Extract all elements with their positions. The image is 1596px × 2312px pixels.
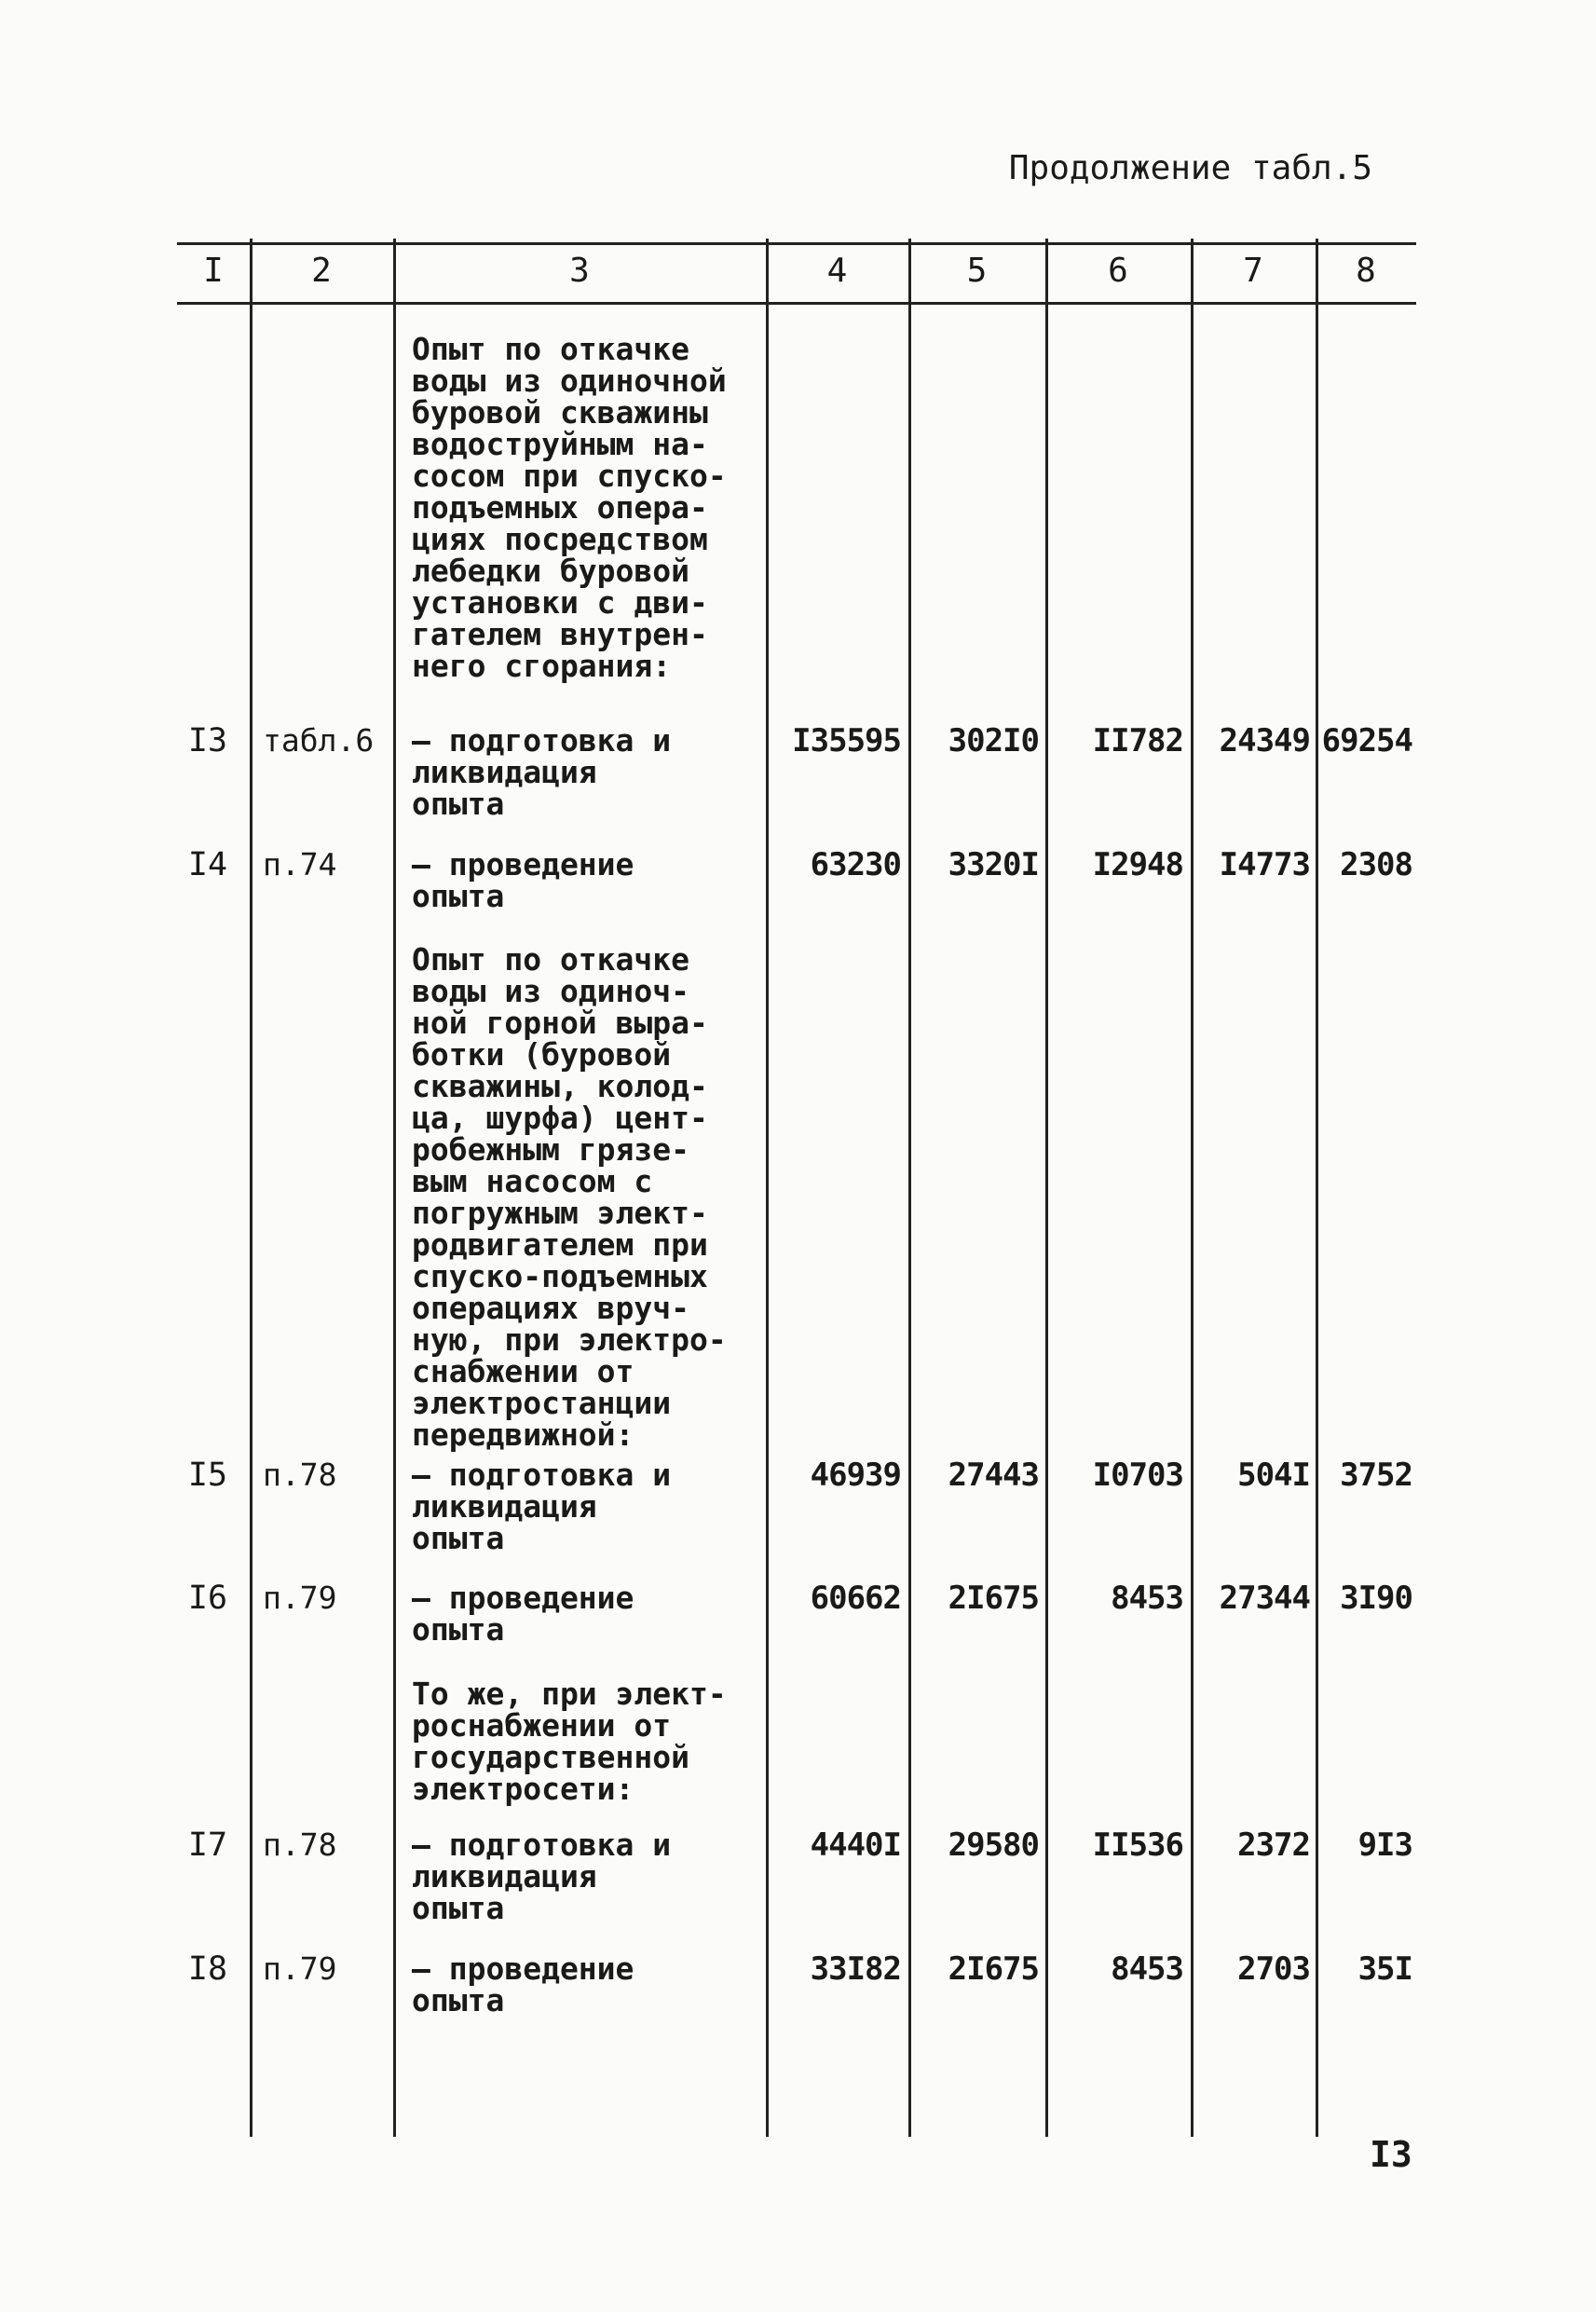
page-number: I3 [1370,2134,1412,2175]
cell-col5: 302I0 [948,722,1039,759]
row-description: – проведение опыта [412,1950,634,2018]
cell-col4: 60662 [810,1580,901,1617]
row-number: I4 [187,846,228,883]
cell-col6: I2948 [1092,846,1183,883]
cell-col5: 3320I [948,846,1039,883]
col-header-8: 8 [1356,252,1376,290]
group-heading: То же, при элект- роснабжении от государственной электросети: [412,1676,727,1807]
row-description: – подготовка и ликвидация опыта [412,1826,672,1926]
col-header-1: I [203,252,224,290]
row-number: I6 [187,1580,228,1617]
cell-col6: 8453 [1111,1950,1183,1988]
row-description: – проведение опыта [412,846,634,914]
row-reference: п.78 [263,1457,337,1493]
cell-col7: 24349 [1219,722,1310,759]
row-number: I3 [187,722,228,759]
row-reference: п.79 [263,1950,337,1987]
cell-col8: 9I3 [1357,1826,1412,1864]
cell-col8: 69254 [1321,722,1412,759]
col-header-2: 2 [311,252,332,290]
cell-col4: 46939 [810,1457,901,1494]
col-header-5: 5 [966,252,988,290]
cell-col4: 33I82 [810,1950,901,1988]
continuation-title: Продолжение табл.5 [1008,149,1372,187]
cell-col7: I4773 [1219,846,1310,883]
cell-col4: I35595 [792,722,901,759]
cell-col8: 2308 [1340,846,1412,883]
row-description: – подготовка и ликвидация опыта [412,722,672,822]
row-reference: п.74 [263,846,337,882]
cell-col5: 29580 [948,1826,1039,1864]
col-header-6: 6 [1108,252,1128,290]
data-table [177,231,1416,2137]
cell-col7: 27344 [1219,1580,1310,1617]
row-reference: п.78 [263,1826,337,1863]
col-header-4: 4 [826,252,848,290]
cell-col7: 2372 [1237,1826,1310,1864]
cell-col8: 3752 [1340,1457,1412,1494]
cell-col7: 504I [1237,1457,1310,1494]
row-reference: табл.6 [263,722,375,759]
cell-col4: 4440I [810,1826,901,1864]
row-number: I8 [187,1950,228,1988]
cell-col8: 3I90 [1340,1580,1412,1617]
col-header-3: 3 [569,252,590,290]
cell-col6: 8453 [1111,1580,1183,1617]
table-top-rule [177,242,1416,245]
cell-col6: II782 [1092,722,1183,759]
group-heading: Опыт по откачке воды из одиноч- ной горной выра- ботки (буровой скважины, колод- ца, шурфа) цент- робежным грязе- вым насосом с погружным элект- родвигателем при спуско-подъемных операциях вруч- ную, при электро- снабжении от электростанции передвижной: [412,941,727,1453]
row-number: I7 [187,1826,228,1864]
col-divider-1 [250,239,252,2137]
row-number: I5 [187,1457,228,1494]
row-description: – подготовка и ликвидация опыта [412,1457,672,1556]
col-header-7: 7 [1243,252,1263,290]
row-reference: п.79 [263,1580,337,1616]
row-description: – проведение опыта [412,1580,634,1648]
cell-col5: 2I675 [948,1950,1039,1988]
cell-col5: 27443 [948,1457,1039,1494]
table-header-rule [177,302,1416,305]
col-divider-2 [393,239,396,2137]
cell-col4: 63230 [810,846,901,883]
group-heading: Опыт по откачке воды из одиночной буровой скважины водоструйным на- сосом при спуско- подъемных опера- циях посредством лебедки буровой установки с дви- гателем внутрен- него сгорания: [412,331,727,684]
cell-col6: I0703 [1092,1457,1183,1494]
cell-col6: II536 [1092,1826,1183,1864]
cell-col7: 2703 [1237,1950,1310,1988]
cell-col5: 2I675 [948,1580,1039,1617]
cell-col8: 35I [1357,1950,1412,1988]
